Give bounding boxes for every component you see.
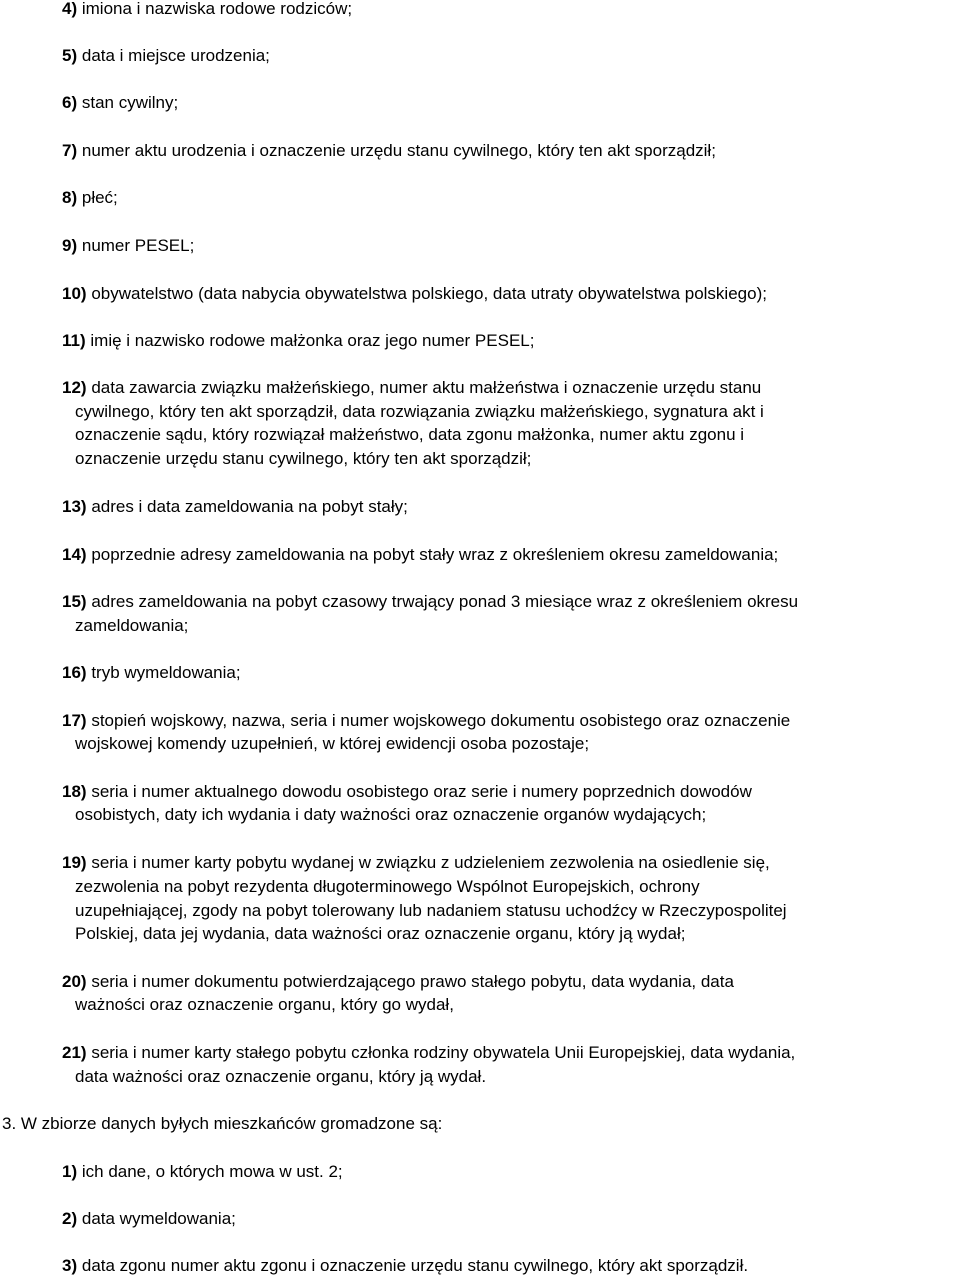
item-text: obywatelstwo (data nabycia obywatelstwa polskiego, data utraty obywatelstwa polskiego);	[91, 284, 767, 303]
list-item-17	[62, 710, 790, 732]
item-continuation-line: zameldowania;	[75, 616, 189, 635]
list-item-9	[62, 235, 194, 257]
item-text: data i miejsce urodzenia;	[81, 46, 270, 65]
item-number: 7)	[62, 141, 78, 160]
item-number: 12)	[62, 378, 87, 397]
list-item-11	[62, 330, 534, 352]
item-number: 8)	[62, 188, 78, 207]
item-number: 5)	[62, 46, 78, 65]
item-text: imię i nazwisko rodowe małżonka oraz jego numer PESEL;	[90, 331, 535, 350]
item-text: seria i numer karty pobytu wydanej w związku z udzieleniem zezwolenia na osiedlenie się,	[91, 853, 770, 872]
item-number: 10)	[62, 284, 87, 303]
item-text: płeć;	[81, 188, 118, 207]
item-continuation-line: osobistych, daty ich wydania i daty ważności oraz oznaczenie organów wydających;	[75, 805, 707, 824]
item-continuation-line: data ważności oraz oznaczenie organu, który ją wydał.	[75, 1067, 487, 1086]
item-text: data wymeldowania;	[81, 1209, 236, 1228]
list-item-20	[62, 971, 734, 993]
section-3-item-3	[62, 1255, 748, 1277]
item-text: tryb wymeldowania;	[91, 663, 241, 682]
item-number: 21)	[62, 1043, 87, 1062]
item-number: 13)	[62, 497, 87, 516]
item-number: 6)	[62, 93, 78, 112]
item-number: 9)	[62, 236, 78, 255]
item-number: 19)	[62, 853, 87, 872]
item-text: seria i numer aktualnego dowodu osobistego oraz serie i numery poprzednich dowodów	[91, 782, 752, 801]
list-item-14	[62, 544, 778, 566]
item-text: ich dane, o których mowa w ust. 2;	[81, 1162, 343, 1181]
list-item-18	[62, 781, 752, 803]
item-text: data zawarcia związku małżeńskiego, numer aktu małżeństwa i oznaczenie urzędu stanu	[91, 378, 762, 397]
list-item-8	[62, 187, 118, 209]
item-continuation-line: cywilnego, który ten akt sporządził, data rozwiązania związku małżeńskiego, sygnatura akt i	[75, 402, 764, 421]
section-3-item-2	[62, 1208, 236, 1230]
item-continuation-line: oznaczenie urzędu stanu cywilnego, który ten akt sporządził;	[75, 449, 532, 468]
item-number: 14)	[62, 545, 87, 564]
section-3-heading: 3. W zbiorze danych byłych mieszkańców gromadzone są:	[2, 1114, 443, 1133]
section-3-item-1	[62, 1161, 343, 1183]
item-number: 18)	[62, 782, 87, 801]
item-number: 1)	[62, 1162, 78, 1181]
list-item-19	[62, 852, 770, 874]
list-item-5	[62, 45, 270, 67]
item-number: 3)	[62, 1256, 78, 1275]
item-number: 16)	[62, 663, 87, 682]
item-continuation-line: zezwolenia na pobyt rezydenta długoterminowego Wspólnot Europejskich, ochrony	[75, 877, 700, 896]
list-item-4	[62, 0, 352, 20]
list-item-15	[62, 591, 798, 613]
item-number: 2)	[62, 1209, 78, 1228]
list-item-16	[62, 662, 241, 684]
item-number: 17)	[62, 711, 87, 730]
list-item-12	[62, 377, 761, 399]
item-text: stopień wojskowy, nazwa, seria i numer wojskowego dokumentu osobistego oraz oznaczenie	[91, 711, 791, 730]
item-text: seria i numer dokumentu potwierdzającego prawo stałego pobytu, data wydania, data	[91, 972, 734, 991]
item-text: imiona i nazwiska rodowe rodziców;	[81, 0, 353, 18]
list-item-21	[62, 1042, 795, 1064]
item-continuation-line: wojskowej komendy uzupełnień, w której ewidencji osoba pozostaje;	[75, 734, 590, 753]
item-number: 15)	[62, 592, 87, 611]
item-number: 4)	[62, 0, 78, 18]
item-text: adres zameldowania na pobyt czasowy trwający ponad 3 miesiące wraz z określeniem okresu	[91, 592, 799, 611]
list-item-13	[62, 496, 408, 518]
item-continuation-line: oznaczenie sądu, który rozwiązał małżeństwo, data zgonu małżonka, numer aktu zgonu i	[75, 425, 745, 444]
item-text: stan cywilny;	[81, 93, 179, 112]
item-text: adres i data zameldowania na pobyt stały;	[91, 497, 408, 516]
item-continuation-line: uzupełniającej, zgody na pobyt tolerowany lub nadaniem statusu uchodźcy w Rzeczypospolitej	[75, 901, 787, 920]
list-item-10	[62, 283, 767, 305]
list-item-6	[62, 92, 178, 114]
item-text: poprzednie adresy zameldowania na pobyt stały wraz z określeniem okresu zameldowania;	[91, 545, 779, 564]
list-item-7	[62, 140, 716, 162]
item-continuation-line: Polskiej, data jej wydania, data ważności oraz oznaczenie organu, który ją wydał;	[75, 924, 686, 943]
item-number: 11)	[62, 331, 86, 350]
item-text: numer PESEL;	[81, 236, 195, 255]
item-continuation-line: ważności oraz oznaczenie organu, który go wydał,	[75, 995, 454, 1014]
item-text: data zgonu numer aktu zgonu i oznaczenie urzędu stanu cywilnego, który akt sporządził.	[81, 1256, 749, 1275]
item-number: 20)	[62, 972, 87, 991]
item-text: numer aktu urodzenia i oznaczenie urzędu stanu cywilnego, który ten akt sporządził;	[81, 141, 716, 160]
item-text: seria i numer karty stałego pobytu członka rodziny obywatela Unii Europejskiej, data wydania,	[91, 1043, 796, 1062]
